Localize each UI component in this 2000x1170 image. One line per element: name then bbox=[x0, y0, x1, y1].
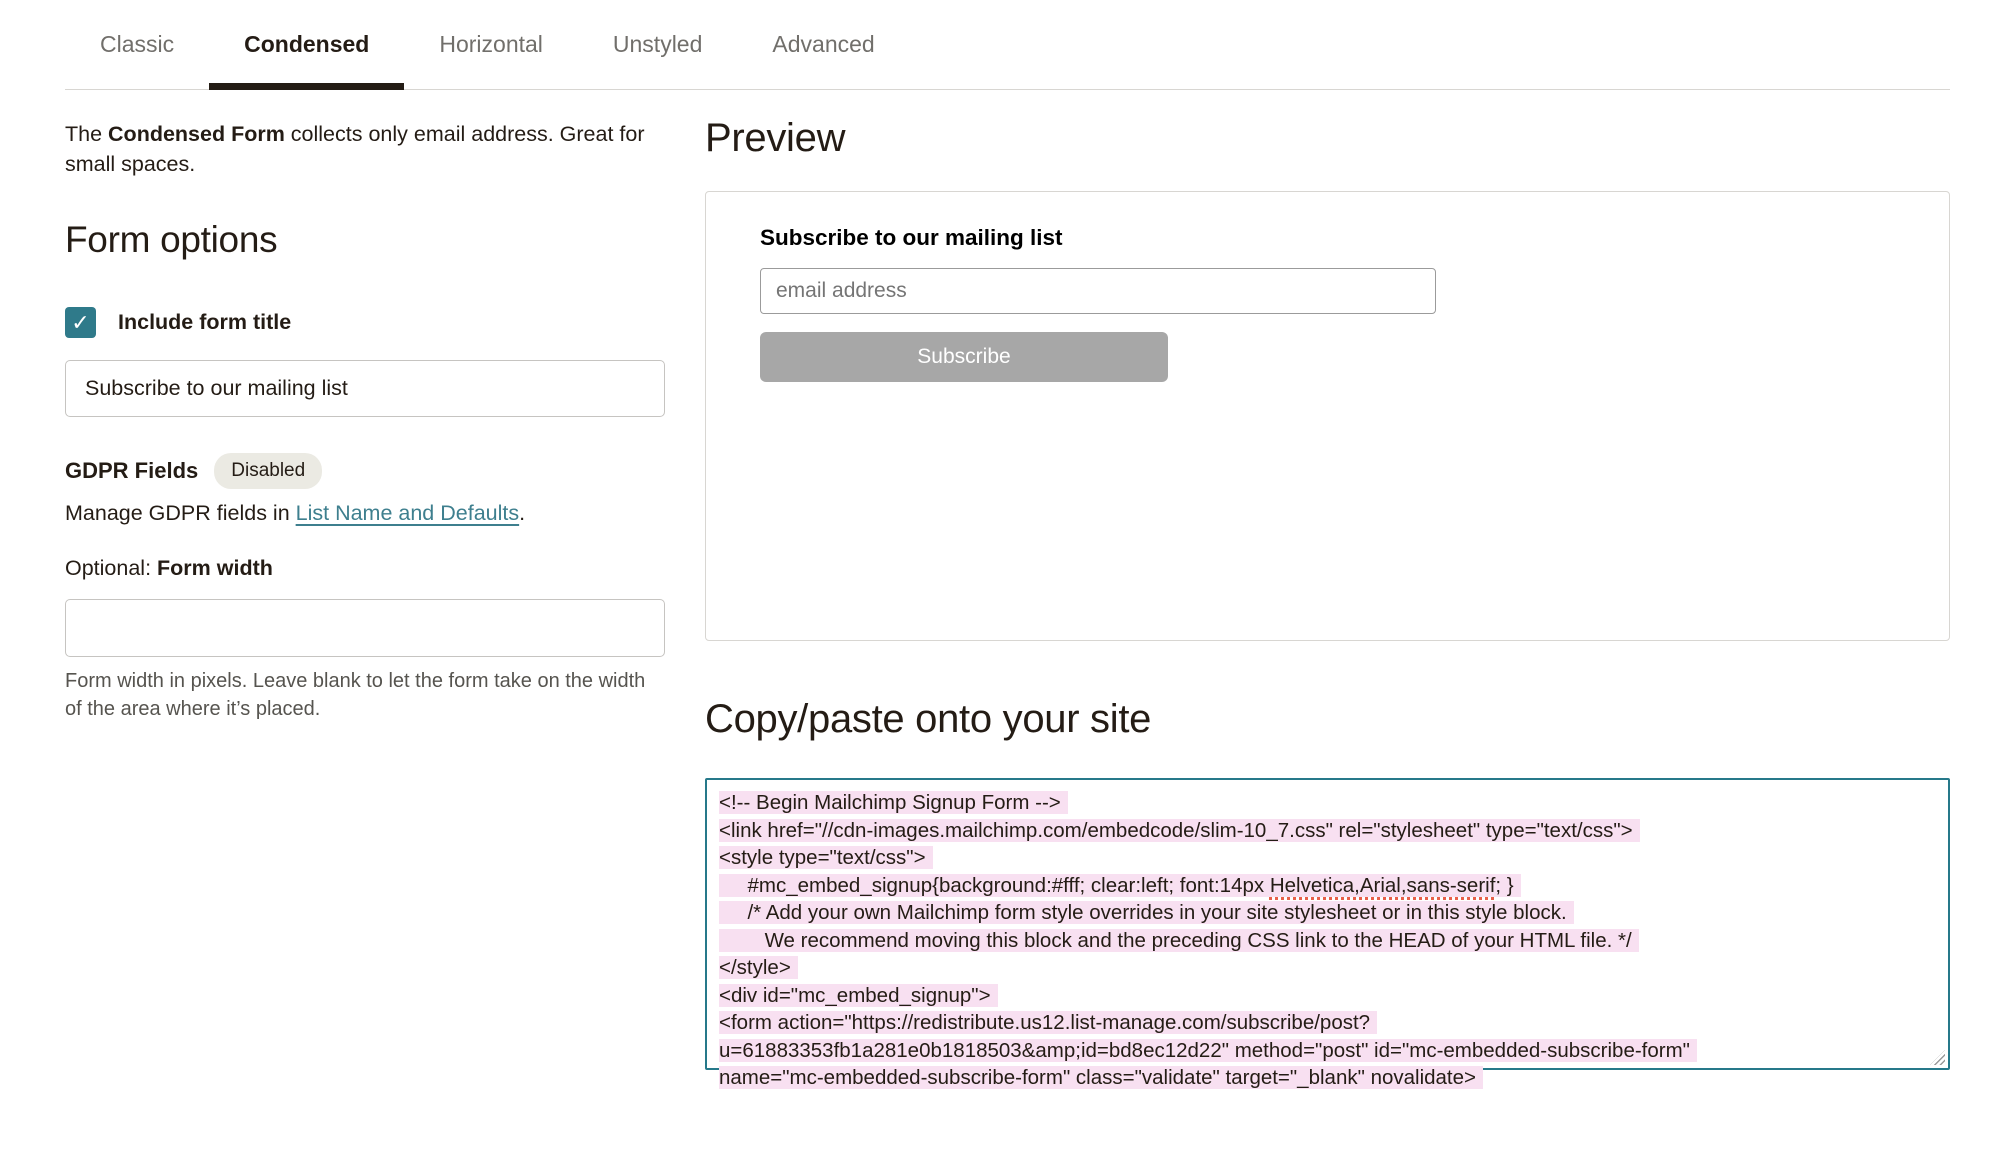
tab-unstyled[interactable]: Unstyled bbox=[612, 31, 703, 57]
gdpr-manage-text bbox=[65, 501, 665, 526]
include-form-title-checkbox[interactable] bbox=[65, 307, 96, 338]
form-style-tabs bbox=[65, 0, 1950, 90]
form-title-input[interactable] bbox=[65, 360, 665, 417]
tab-advanced[interactable]: Advanced bbox=[772, 31, 875, 57]
code-line: We recommend moving this block and the preceding CSS link to the HEAD of your HTML file. */ bbox=[719, 927, 1936, 955]
code-line: u=61883353fb1a281e0b1818503&amp;id=bd8ec12d22" method="post" id="mc-embedded-subscribe-form" bbox=[719, 1037, 1936, 1065]
code-line: </style> bbox=[719, 954, 1936, 982]
code-line: /* Add your own Mailchimp form style overrides in your site stylesheet or in this style block. bbox=[719, 899, 1936, 927]
preview-form-title: Subscribe to our mailing list bbox=[760, 225, 1063, 250]
tab-condensed[interactable]: Condensed bbox=[209, 0, 404, 89]
code-line: <form action="https://redistribute.us12.list-manage.com/subscribe/post? bbox=[719, 1009, 1936, 1037]
form-width-input[interactable] bbox=[65, 599, 665, 657]
form-width-label bbox=[65, 556, 665, 581]
code-line: #mc_embed_signup{background:#fff; clear:left; font:14px Helvetica,Arial,sans-serif; } bbox=[719, 872, 1936, 900]
form-width-helper-text: Form width in pixels. Leave blank to let the form take on the width of the area where it’s placed. bbox=[65, 670, 646, 721]
preview-heading: Preview bbox=[705, 116, 846, 160]
checkmark-icon: ✓ bbox=[71, 309, 90, 335]
intro-text-part1: The bbox=[65, 122, 109, 146]
gdpr-manage-text-part2: . bbox=[519, 501, 526, 526]
intro-text-bold: Condensed Form bbox=[108, 122, 285, 146]
intro-text-part2: collects only email address. Great for small spaces. bbox=[65, 122, 645, 176]
gdpr-disabled-badge: Disabled bbox=[214, 453, 322, 489]
copy-paste-heading: Copy/paste onto your site bbox=[705, 697, 1152, 741]
optional-prefix: Optional: bbox=[65, 556, 158, 581]
include-form-title-label: Include form title bbox=[118, 310, 292, 335]
form-preview-panel bbox=[705, 191, 1950, 641]
gdpr-fields-label: GDPR Fields bbox=[65, 458, 199, 484]
preview-subscribe-button[interactable]: Subscribe bbox=[760, 332, 1168, 382]
preview-email-input[interactable] bbox=[760, 268, 1436, 314]
code-line: <div id="mc_embed_signup"> bbox=[719, 982, 1936, 1010]
gdpr-manage-text-part1: Manage GDPR fields in bbox=[65, 501, 296, 526]
list-name-and-defaults-link[interactable]: List Name and Defaults bbox=[295, 501, 520, 526]
tab-horizontal[interactable]: Horizontal bbox=[439, 31, 543, 57]
form-options-heading: Form options bbox=[65, 219, 278, 261]
spellcheck-underlined-text: Helvetica,Arial,sans-serif bbox=[1269, 873, 1496, 897]
code-line: name="mc-embedded-subscribe-form" class="validate" target="_blank" novalidate> bbox=[719, 1064, 1936, 1092]
form-width-label-bold: Form width bbox=[157, 556, 273, 581]
form-options-column bbox=[65, 90, 665, 1070]
tab-classic[interactable]: Classic bbox=[100, 31, 175, 57]
intro-text bbox=[65, 120, 665, 179]
code-line: <!-- Begin Mailchimp Signup Form --> bbox=[719, 789, 1936, 817]
preview-column bbox=[705, 90, 1950, 1089]
code-line: <style type="text/css"> bbox=[719, 844, 1936, 872]
embed-code-textarea[interactable] bbox=[705, 778, 1950, 1089]
code-line: <link href="//cdn-images.mailchimp.com/embedcode/slim-10_7.css" rel="stylesheet" type="text/css"> bbox=[719, 817, 1936, 845]
